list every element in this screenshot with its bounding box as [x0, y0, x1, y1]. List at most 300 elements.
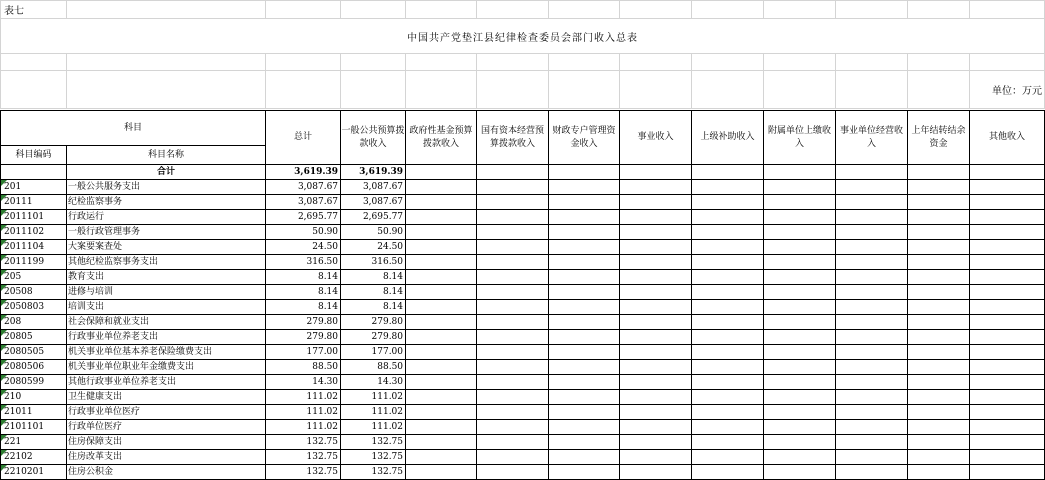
row-total: 8.14: [266, 285, 341, 300]
subject-code: [1, 435, 67, 450]
total-general-budget: 3,619.39: [341, 165, 406, 180]
empty-cell: [406, 210, 477, 225]
empty-cell: [908, 180, 970, 195]
empty-cell: [692, 300, 764, 315]
subject-name: 住房保障支出: [67, 435, 266, 450]
row-total: 8.14: [266, 270, 341, 285]
empty-cell: [477, 255, 549, 270]
subject-code: [1, 375, 67, 390]
header-subject-name: 科目名称: [67, 146, 266, 165]
empty-cell: [764, 420, 836, 435]
subject-code-text: 2080506: [4, 362, 45, 372]
empty-cell: [406, 225, 477, 240]
empty-cell: [620, 345, 692, 360]
empty-cell: [764, 240, 836, 255]
row-total: 316.50: [266, 255, 341, 270]
empty-cell: [406, 180, 477, 195]
header-operation-income: 事业单位经营收入: [836, 111, 908, 165]
empty-cell: [549, 390, 620, 405]
subject-name: 机关事业单位职业年金缴费支出: [67, 360, 266, 375]
cell-marker-icon: [1, 405, 7, 411]
header-special-account: 财政专户管理资金收入: [549, 111, 620, 165]
empty-cell: [970, 285, 1045, 300]
subject-code: [1, 225, 67, 240]
table-label: 表七: [1, 1, 67, 19]
empty-cell: [836, 345, 908, 360]
row-general-budget: 2,695.77: [341, 210, 406, 225]
table-row: [1, 450, 1045, 465]
subject-code: [1, 240, 67, 255]
empty-cell: [836, 465, 908, 480]
empty-cell: [692, 285, 764, 300]
subject-code: [1, 450, 67, 465]
empty-cell: [836, 390, 908, 405]
table-row: [1, 195, 1045, 210]
subject-name: 住房公积金: [67, 465, 266, 480]
empty-cell: [549, 210, 620, 225]
empty-cell: [549, 285, 620, 300]
empty-cell: [764, 315, 836, 330]
empty-cell: [406, 345, 477, 360]
table-row: [1, 180, 1045, 195]
empty-cell: [836, 315, 908, 330]
empty-cell: [549, 315, 620, 330]
income-table: [0, 110, 1045, 480]
empty-cell: [620, 450, 692, 465]
subject-code: [1, 405, 67, 420]
empty-cell: [620, 390, 692, 405]
empty-cell: [970, 210, 1045, 225]
table-row: [1, 345, 1045, 360]
empty-cell: [477, 405, 549, 420]
empty-cell: [477, 300, 549, 315]
empty-cell: [620, 195, 692, 210]
row-general-budget: 132.75: [341, 465, 406, 480]
unit-label: 单位：万元: [970, 71, 1045, 109]
empty-cell: [406, 420, 477, 435]
row-total: 111.02: [266, 390, 341, 405]
empty-cell: [549, 240, 620, 255]
empty-cell: [692, 390, 764, 405]
subject-name: 纪检监察事务: [67, 195, 266, 210]
subject-code: [1, 390, 67, 405]
subject-code: [1, 270, 67, 285]
empty-cell: [836, 420, 908, 435]
empty-cell: [970, 270, 1045, 285]
row-total: 177.00: [266, 345, 341, 360]
empty-cell: [692, 225, 764, 240]
empty-cell: [764, 345, 836, 360]
row-general-budget: 14.30: [341, 375, 406, 390]
empty-cell: [970, 435, 1045, 450]
empty-cell: [477, 345, 549, 360]
empty-cell: [692, 465, 764, 480]
cell-marker-icon: [1, 315, 7, 321]
subject-name: 住房改革支出: [67, 450, 266, 465]
subject-name: 其他纪检监察事务支出: [67, 255, 266, 270]
empty-cell: [908, 450, 970, 465]
cell-marker-icon: [1, 390, 7, 396]
empty-cell: [836, 405, 908, 420]
row-general-budget: 132.75: [341, 450, 406, 465]
empty-cell: [836, 300, 908, 315]
cell-marker-icon: [1, 240, 7, 246]
empty-cell: [692, 375, 764, 390]
empty-cell: [970, 240, 1045, 255]
subject-code-text: 2080599: [4, 377, 45, 387]
empty-cell: [764, 390, 836, 405]
empty-cell: [549, 375, 620, 390]
empty-cell: [477, 225, 549, 240]
cell-marker-icon: [1, 345, 7, 351]
header-general-budget: 一般公共预算拨款收入: [341, 111, 406, 165]
table-row: [1, 390, 1045, 405]
empty-cell: [764, 450, 836, 465]
header-superior-subsidy: 上级补助收入: [692, 111, 764, 165]
empty-cell: [836, 360, 908, 375]
empty-cell: [908, 240, 970, 255]
subject-code-text: 22102: [4, 452, 33, 462]
empty-cell: [549, 465, 620, 480]
subject-code-text: 2050803: [4, 302, 45, 312]
empty-cell: [836, 450, 908, 465]
row-total: 279.80: [266, 315, 341, 330]
subject-name: 一般行政管理事务: [67, 225, 266, 240]
empty-cell: [764, 270, 836, 285]
row-total: 132.75: [266, 435, 341, 450]
empty-cell: [970, 405, 1045, 420]
empty-cell: [836, 375, 908, 390]
empty-cell: [406, 450, 477, 465]
row-total: 132.75: [266, 450, 341, 465]
empty-cell: [692, 330, 764, 345]
table-row: [1, 255, 1045, 270]
empty-cell: [620, 240, 692, 255]
row-general-budget: 3,087.67: [341, 180, 406, 195]
empty-cell: [764, 300, 836, 315]
empty-cell: [764, 375, 836, 390]
empty-cell: [908, 405, 970, 420]
cell-marker-icon: [1, 300, 7, 306]
subject-name: 行政事业单位医疗: [67, 405, 266, 420]
cell-marker-icon: [1, 180, 7, 186]
row-general-budget: 279.80: [341, 330, 406, 345]
empty-cell: [692, 210, 764, 225]
header-business-income: 事业收入: [620, 111, 692, 165]
table-row: [1, 435, 1045, 450]
cell-marker-icon: [1, 255, 7, 261]
empty-cell: [836, 240, 908, 255]
empty-cell: [836, 195, 908, 210]
subject-name: 卫生健康支出: [67, 390, 266, 405]
row-total: 14.30: [266, 375, 341, 390]
table-row: [1, 465, 1045, 480]
empty-cell: [406, 390, 477, 405]
empty-cell: [549, 405, 620, 420]
subject-code-text: 205: [4, 272, 22, 282]
row-total: 50.90: [266, 225, 341, 240]
header-other-income: 其他收入: [970, 111, 1045, 165]
empty-cell: [477, 450, 549, 465]
empty-cell: [620, 180, 692, 195]
subject-code-text: 221: [4, 437, 22, 447]
empty-cell: [908, 285, 970, 300]
subject-code: [1, 420, 67, 435]
row-general-budget: 3,087.67: [341, 195, 406, 210]
row-general-budget: 8.14: [341, 270, 406, 285]
subject-name: 一般公共服务支出: [67, 180, 266, 195]
table-row: [1, 315, 1045, 330]
subject-code-text: 2101101: [4, 422, 45, 432]
empty-cell: [692, 195, 764, 210]
empty-cell: [764, 360, 836, 375]
empty-cell: [620, 270, 692, 285]
empty-cell: [764, 255, 836, 270]
empty-cell: [620, 360, 692, 375]
cell-marker-icon: [1, 450, 7, 456]
empty-cell: [836, 180, 908, 195]
empty-cell: [549, 255, 620, 270]
header-affiliated-income: 附属单位上缴收入: [764, 111, 836, 165]
subject-name: 培训支出: [67, 300, 266, 315]
empty-cell: [970, 345, 1045, 360]
empty-cell: [406, 240, 477, 255]
empty-cell: [692, 420, 764, 435]
empty-cell: [764, 195, 836, 210]
row-total: 88.50: [266, 360, 341, 375]
empty-cell: [908, 435, 970, 450]
row-general-budget: 8.14: [341, 285, 406, 300]
row-general-budget: 50.90: [341, 225, 406, 240]
cell-marker-icon: [1, 465, 7, 471]
subject-name: 教育支出: [67, 270, 266, 285]
subject-code-text: 2011101: [4, 212, 45, 222]
row-general-budget: 132.75: [341, 435, 406, 450]
empty-cell: [549, 435, 620, 450]
header-carryover: 上年结转结余资金: [908, 111, 970, 165]
empty-cell: [620, 330, 692, 345]
empty-cell: [970, 330, 1045, 345]
empty-cell: [692, 315, 764, 330]
empty-cell: [908, 465, 970, 480]
total-amount: 3,619.39: [266, 165, 341, 180]
header-total: 总计: [266, 111, 341, 165]
empty-cell: [549, 180, 620, 195]
empty-cell: [908, 345, 970, 360]
row-general-budget: 111.02: [341, 390, 406, 405]
empty-cell: [692, 450, 764, 465]
table-row: [1, 210, 1045, 225]
empty-cell: [477, 270, 549, 285]
empty-cell: [908, 390, 970, 405]
row-total: 24.50: [266, 240, 341, 255]
empty-cell: [692, 405, 764, 420]
empty-cell: [692, 270, 764, 285]
empty-cell: [406, 435, 477, 450]
empty-cell: [970, 300, 1045, 315]
empty-cell: [477, 360, 549, 375]
row-total: 3,087.67: [266, 180, 341, 195]
empty-cell: [549, 195, 620, 210]
empty-cell: [764, 210, 836, 225]
empty-cell: [549, 225, 620, 240]
row-general-budget: 177.00: [341, 345, 406, 360]
empty-cell: [970, 315, 1045, 330]
empty-cell: [836, 270, 908, 285]
empty-cell: [970, 255, 1045, 270]
subject-code-text: 210: [4, 392, 22, 402]
row-general-budget: 111.02: [341, 405, 406, 420]
empty-cell: [477, 180, 549, 195]
empty-cell: [406, 375, 477, 390]
row-total: 111.02: [266, 405, 341, 420]
empty-cell: [406, 360, 477, 375]
empty-cell: [764, 435, 836, 450]
table-row: [1, 420, 1045, 435]
empty-cell: [836, 435, 908, 450]
subject-name: 行政事业单位养老支出: [67, 330, 266, 345]
empty-cell: [836, 285, 908, 300]
empty-cell: [908, 330, 970, 345]
empty-cell: [406, 195, 477, 210]
cell-marker-icon: [1, 225, 7, 231]
empty-cell: [836, 255, 908, 270]
empty-cell: [406, 315, 477, 330]
subject-name: 社会保障和就业支出: [67, 315, 266, 330]
row-general-budget: 279.80: [341, 315, 406, 330]
title-area: [0, 0, 1045, 109]
empty-cell: [692, 180, 764, 195]
subject-name: 大案要案查处: [67, 240, 266, 255]
total-row: [1, 165, 1045, 180]
subject-code-text: 2011199: [4, 257, 45, 267]
table-row: [1, 225, 1045, 240]
subject-code-text: 2210201: [4, 467, 45, 477]
row-total: 279.80: [266, 330, 341, 345]
row-total: 8.14: [266, 300, 341, 315]
empty-cell: [764, 330, 836, 345]
cell-marker-icon: [1, 285, 7, 291]
empty-cell: [477, 210, 549, 225]
empty-cell: [477, 435, 549, 450]
empty-cell: [970, 195, 1045, 210]
total-label: 合计: [67, 165, 266, 180]
empty-cell: [620, 420, 692, 435]
subject-code: [1, 255, 67, 270]
subject-code: [1, 300, 67, 315]
empty-cell: [764, 465, 836, 480]
empty-cell: [908, 420, 970, 435]
row-general-budget: 24.50: [341, 240, 406, 255]
empty-cell: [836, 225, 908, 240]
table-row: [1, 360, 1045, 375]
subject-name: 行政单位医疗: [67, 420, 266, 435]
empty-cell: [764, 225, 836, 240]
empty-cell: [970, 420, 1045, 435]
subject-code-text: 20111: [4, 197, 33, 207]
empty-cell: [908, 270, 970, 285]
cell-marker-icon: [1, 210, 7, 216]
empty-cell: [549, 345, 620, 360]
row-total: 3,087.67: [266, 195, 341, 210]
subject-code-text: 20508: [4, 287, 33, 297]
cell-marker-icon: [1, 360, 7, 366]
empty-cell: [620, 405, 692, 420]
subject-name: 其他行政事业单位养老支出: [67, 375, 266, 390]
empty-cell: [908, 255, 970, 270]
table-row: [1, 300, 1045, 315]
subject-code-text: 2011102: [4, 227, 45, 237]
row-total: 111.02: [266, 420, 341, 435]
empty-cell: [620, 300, 692, 315]
empty-cell: [908, 315, 970, 330]
subject-code: [1, 345, 67, 360]
empty-cell: [477, 330, 549, 345]
empty-cell: [549, 360, 620, 375]
subject-code: [1, 330, 67, 345]
header-gov-fund: 政府性基金预算拨款收入: [406, 111, 477, 165]
empty-cell: [908, 195, 970, 210]
subject-code-text: 21011: [4, 407, 33, 417]
subject-code: [1, 180, 67, 195]
row-total: 132.75: [266, 465, 341, 480]
empty-cell: [970, 375, 1045, 390]
empty-cell: [620, 285, 692, 300]
empty-cell: [970, 360, 1045, 375]
subject-name: 行政运行: [67, 210, 266, 225]
table-row: [1, 405, 1045, 420]
empty-cell: [970, 225, 1045, 240]
subject-code: [1, 315, 67, 330]
empty-cell: [908, 360, 970, 375]
empty-cell: [620, 435, 692, 450]
empty-cell: [406, 405, 477, 420]
subject-code: [1, 360, 67, 375]
subject-name: 进修与培训: [67, 285, 266, 300]
empty-cell: [692, 255, 764, 270]
empty-cell: [908, 375, 970, 390]
cell-marker-icon: [1, 420, 7, 426]
empty-cell: [620, 465, 692, 480]
empty-cell: [477, 285, 549, 300]
row-general-budget: 8.14: [341, 300, 406, 315]
empty-cell: [764, 180, 836, 195]
empty-cell: [620, 375, 692, 390]
empty-cell: [692, 435, 764, 450]
empty-cell: [764, 405, 836, 420]
empty-cell: [406, 285, 477, 300]
subject-code-text: 20805: [4, 332, 33, 342]
table-body: [1, 180, 1045, 480]
empty-cell: [970, 450, 1045, 465]
empty-cell: [477, 420, 549, 435]
empty-cell: [836, 210, 908, 225]
empty-cell: [477, 375, 549, 390]
empty-cell: [406, 270, 477, 285]
empty-cell: [406, 465, 477, 480]
table-row: [1, 375, 1045, 390]
empty-cell: [549, 450, 620, 465]
page-title: 中国共产党垫江县纪律检查委员会部门收入总表: [1, 19, 1045, 54]
cell-marker-icon: [1, 330, 7, 336]
empty-cell: [620, 255, 692, 270]
empty-cell: [406, 330, 477, 345]
empty-cell: [549, 420, 620, 435]
subject-code: [1, 285, 67, 300]
empty-cell: [970, 465, 1045, 480]
empty-cell: [549, 270, 620, 285]
header-state-capital: 国有资本经营预算拨款收入: [477, 111, 549, 165]
